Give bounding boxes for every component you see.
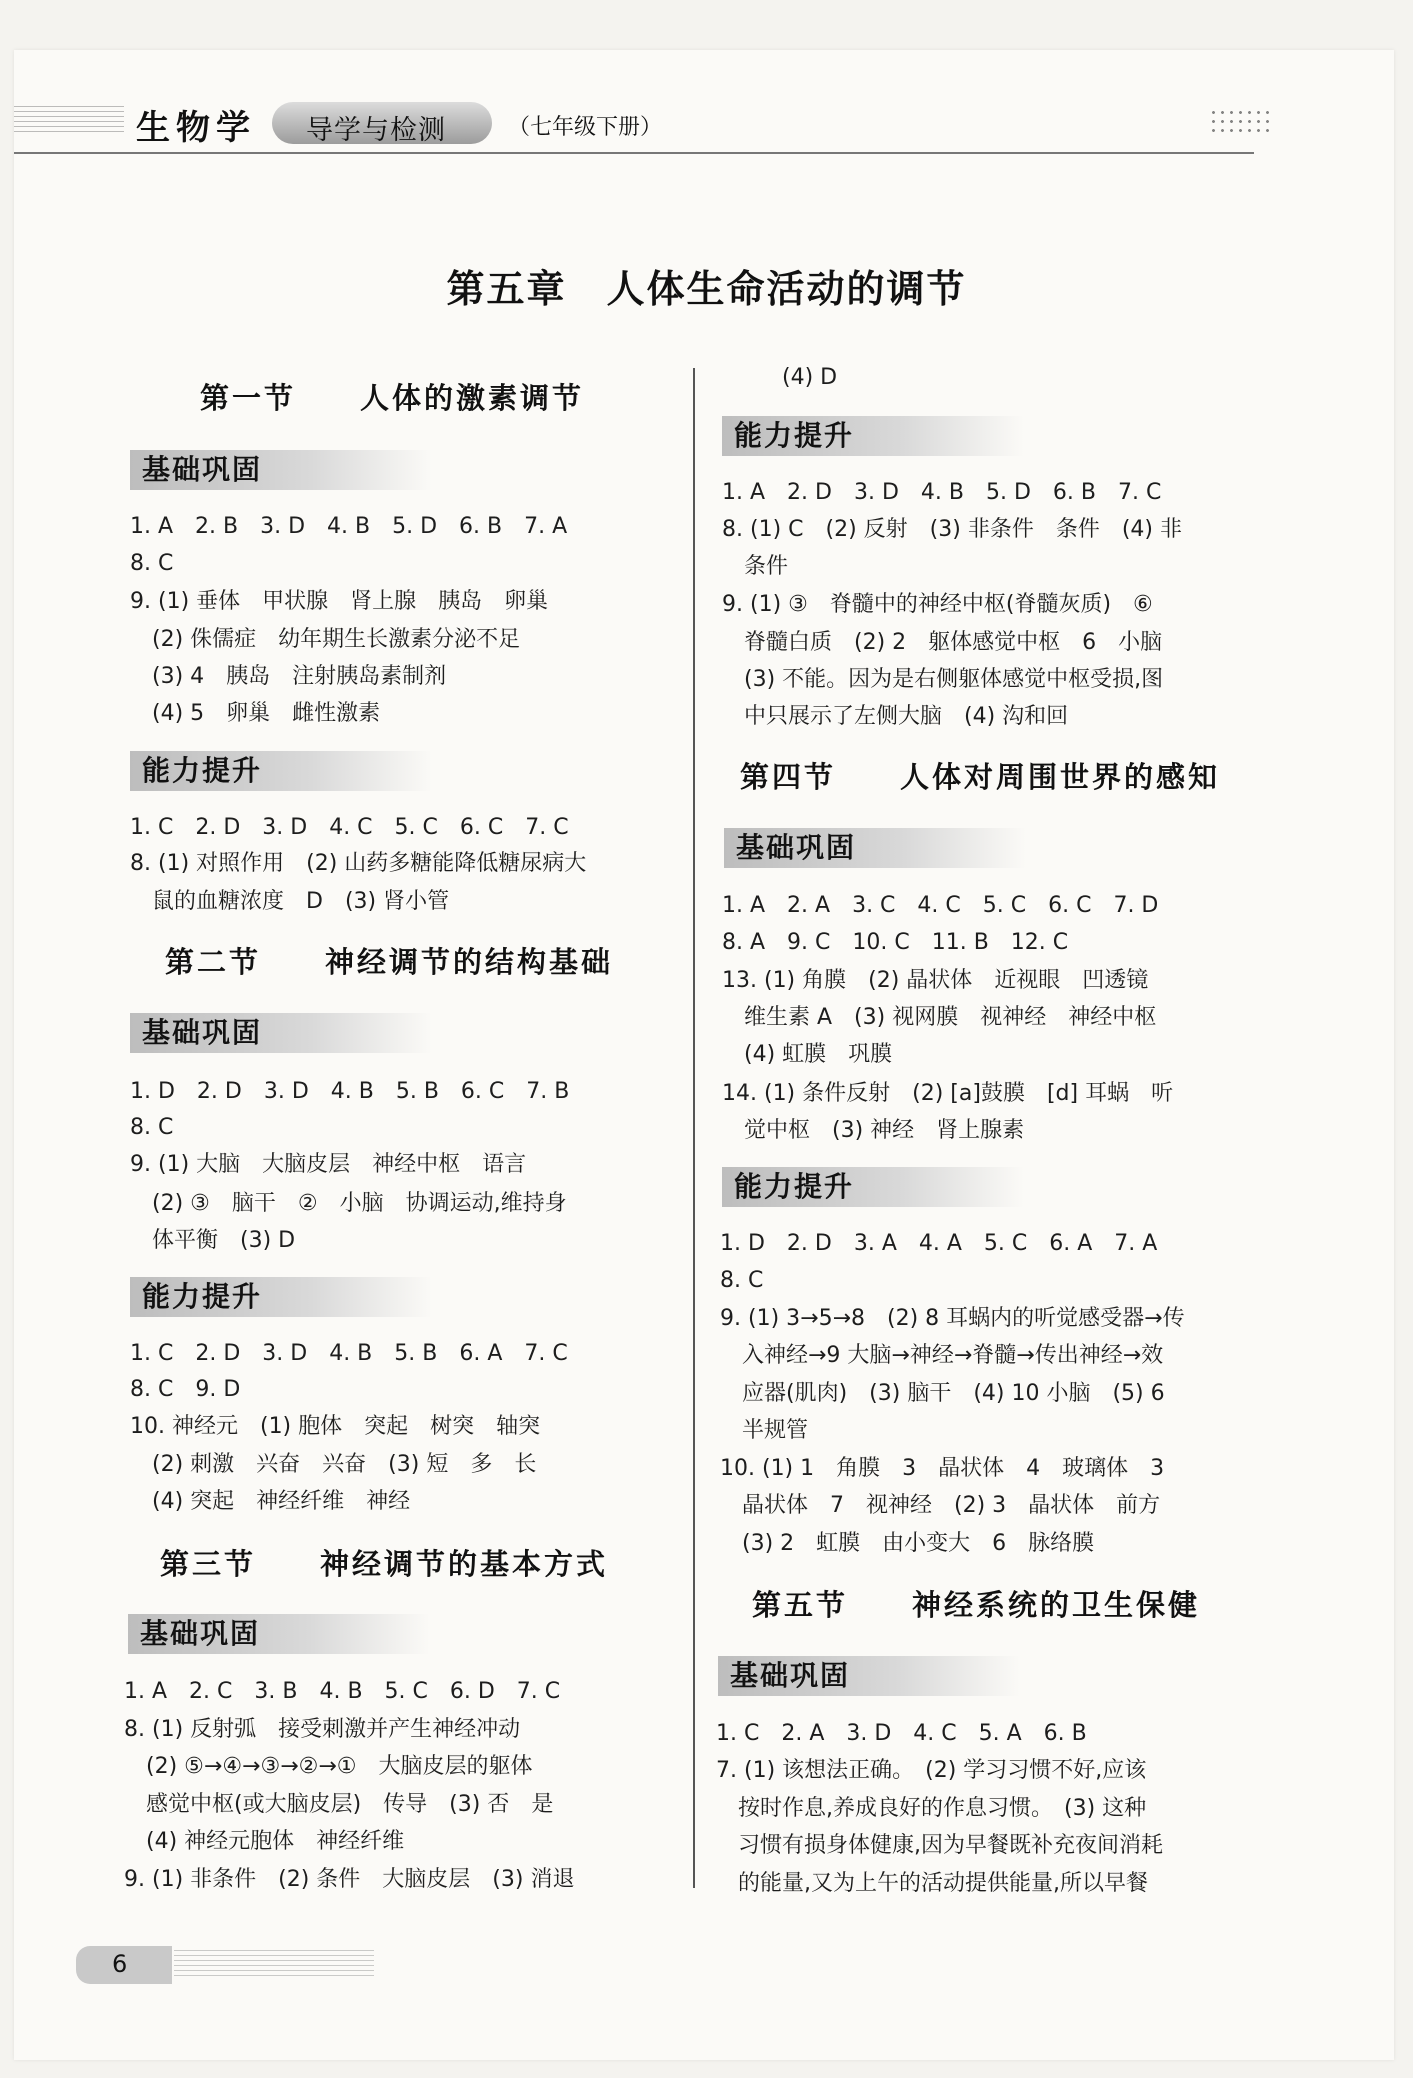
answer-line: (3) 不能。因为是右侧躯体感觉中枢受损,图: [722, 667, 1164, 692]
answer-line: (3) 2 虹膜 由小变大 6 脉络膜: [720, 1531, 1095, 1556]
section-2-basic-header: 基础巩固: [130, 1013, 432, 1053]
answer-line: 10. (1) 1 角膜 3 晶状体 4 玻璃体 3: [720, 1456, 1165, 1481]
answer-line: 中只展示了左侧大脑 (4) 沟和回: [722, 704, 1069, 729]
header-decor-lines: [14, 106, 124, 136]
column-divider: [693, 368, 695, 1888]
answer-line: (2) 刺激 兴奋 兴奋 (3) 短 多 长: [130, 1452, 537, 1477]
answer-line: 9. (1) 非条件 (2) 条件 大脑皮层 (3) 消退: [124, 1867, 575, 1892]
section-1-title: 第一节 人体的激素调节: [200, 381, 585, 415]
answer-line: (4) 突起 神经纤维 神经: [130, 1489, 411, 1514]
section-2-ability-header: 能力提升: [130, 1277, 432, 1317]
answer-line: (4) 神经元胞体 神经纤维: [124, 1829, 405, 1854]
section-3-ability-header: 能力提升: [722, 416, 1024, 456]
footer-decor-lines: [174, 1950, 374, 1978]
section-4-ability-header: 能力提升: [722, 1167, 1024, 1207]
answer-line: 13. (1) 角膜 (2) 晶状体 近视眼 凹透镜: [722, 968, 1149, 993]
section-5-basic-header: 基础巩固: [718, 1656, 1020, 1696]
answer-line: 晶状体 7 视神经 (2) 3 晶状体 前方: [720, 1493, 1161, 1518]
chapter-title: 第五章 人体生命活动的调节: [446, 267, 967, 311]
answer-line: 应器(肌肉) (3) 脑干 (4) 10 小脑 (5) 6: [720, 1381, 1165, 1406]
grade-label: （七年级下册）: [508, 115, 663, 140]
answer-line: 14. (1) 条件反射 (2) [a]鼓膜 [d] 耳蜗 听: [722, 1081, 1174, 1106]
answer-line: 9. (1) 3→5→8 (2) 8 耳蜗内的听觉感受器→传: [720, 1306, 1185, 1331]
section-1-basic-header: 基础巩固: [130, 450, 432, 490]
header-dots-decor: [1209, 108, 1269, 138]
section-3-basic-header: 基础巩固: [128, 1614, 430, 1654]
section-4-basic-header: 基础巩固: [724, 828, 1026, 868]
answer-line: (3) 4 胰岛 注射胰岛素制剂: [130, 664, 447, 689]
book-title: 生物学: [136, 108, 256, 148]
answer-line: 1. D 2. D 3. A 4. A 5. C 6. A 7. A: [720, 1231, 1158, 1256]
answer-line: 8. C: [720, 1268, 764, 1293]
answer-line: 8. (1) 对照作用 (2) 山药多糖能降低糖尿病大: [130, 851, 587, 876]
section-4-title: 第四节 人体对周围世界的感知: [740, 760, 1221, 794]
answer-line: 10. 神经元 (1) 胞体 突起 树突 轴突: [130, 1414, 541, 1439]
answer-line: 8. C 9. D: [130, 1377, 241, 1402]
answer-line: 维生素 A (3) 视网膜 视神经 神经中枢: [722, 1005, 1157, 1030]
answer-line: 1. D 2. D 3. D 4. B 5. B 6. C 7. B: [130, 1079, 570, 1104]
answer-line: (4) D: [782, 365, 838, 390]
section-2-title: 第二节 神经调节的结构基础: [165, 945, 614, 979]
section-1-ability-header: 能力提升: [130, 751, 432, 791]
section-5-title: 第五节 神经系统的卫生保健: [752, 1588, 1201, 1622]
answer-line: 1. A 2. A 3. C 4. C 5. C 6. C 7. D: [722, 893, 1159, 918]
answer-line: 脊髓白质 (2) 2 躯体感觉中枢 6 小脑: [722, 630, 1163, 655]
answer-line: 8. (1) C (2) 反射 (3) 非条件 条件 (4) 非: [722, 517, 1182, 542]
answer-line: 1. C 2. D 3. D 4. C 5. C 6. C 7. C: [130, 815, 569, 840]
answer-line: 9. (1) ③ 脊髓中的神经中枢(脊髓灰质) ⑥: [722, 592, 1153, 617]
answer-line: 按时作息,养成良好的作息习惯。 (3) 这种: [716, 1796, 1147, 1821]
answer-line: 1. A 2. D 3. D 4. B 5. D 6. B 7. C: [722, 480, 1162, 505]
answer-line: 入神经→9 大脑→神经→脊髓→传出神经→效: [720, 1343, 1164, 1368]
answer-line: 鼠的血糖浓度 D (3) 肾小管: [130, 889, 450, 914]
answer-line: 体平衡 (3) D: [130, 1228, 296, 1253]
answer-line: 1. C 2. A 3. D 4. C 5. A 6. B: [716, 1721, 1087, 1746]
answer-line: 习惯有损身体健康,因为早餐既补充夜间消耗: [716, 1833, 1163, 1858]
answer-line: 9. (1) 垂体 甲状腺 肾上腺 胰岛 卵巢: [130, 589, 549, 614]
answer-line: 条件: [722, 554, 789, 579]
answer-line: (2) 侏儒症 幼年期生长激素分泌不足: [130, 627, 521, 652]
page-number: 6: [112, 1950, 128, 1978]
answer-line: 半规管: [720, 1418, 809, 1443]
answer-line: (2) ③ 脑干 ② 小脑 协调运动,维持身: [130, 1191, 567, 1216]
answer-line: 1. A 2. C 3. B 4. B 5. C 6. D 7. C: [124, 1679, 561, 1704]
answer-line: 的能量,又为上午的活动提供能量,所以早餐: [716, 1871, 1148, 1896]
answer-line: (4) 虹膜 巩膜: [722, 1042, 893, 1067]
answer-line: 8. A 9. C 10. C 11. B 12. C: [722, 930, 1069, 955]
answer-line: 8. (1) 反射弧 接受刺激并产生神经冲动: [124, 1717, 521, 1742]
header-rule: [14, 152, 1254, 154]
section-3-title: 第三节 神经调节的基本方式: [160, 1547, 609, 1581]
answer-line: 觉中枢 (3) 神经 肾上腺素: [722, 1118, 1025, 1143]
answer-line: (2) ⑤→④→③→②→① 大脑皮层的躯体: [124, 1754, 533, 1779]
answer-line: 8. C: [130, 551, 174, 576]
answer-line: 7. (1) 该想法正确。 (2) 学习习惯不好,应该: [716, 1758, 1147, 1783]
answer-line: 9. (1) 大脑 大脑皮层 神经中枢 语言: [130, 1152, 527, 1177]
book-subtitle: 导学与检测: [306, 115, 446, 146]
answer-line: (4) 5 卵巢 雌性激素: [130, 701, 381, 726]
answer-line: 感觉中枢(或大脑皮层) 传导 (3) 否 是: [124, 1792, 554, 1817]
answer-line: 1. C 2. D 3. D 4. B 5. B 6. A 7. C: [130, 1341, 568, 1366]
answer-line: 8. C: [130, 1115, 174, 1140]
page-header: [14, 100, 1254, 150]
answer-line: 1. A 2. B 3. D 4. B 5. D 6. B 7. A: [130, 514, 568, 539]
